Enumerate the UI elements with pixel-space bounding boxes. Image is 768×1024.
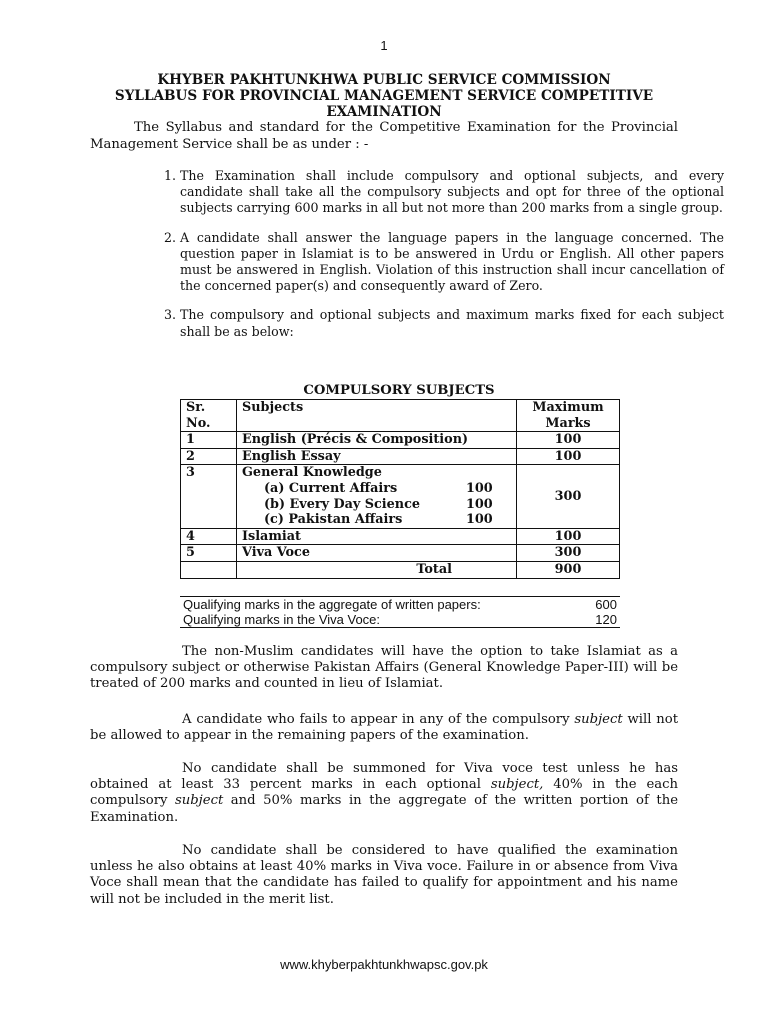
cell-subject: English (Précis & Composition) [237,432,517,449]
sub-subject-row [242,512,511,528]
paragraph-viva-eligibility [90,761,678,826]
table-row [181,545,620,562]
cell-marks: 100 [517,448,620,465]
qualifying-label: Qualifying marks in the Viva Voce: [183,612,381,627]
heading-line-3: EXAMINATION [326,104,442,120]
sub-subject-label: (b) Every Day Science [264,496,421,512]
table-row [181,465,620,528]
paragraph-text: 40% in the each compulsory [90,777,678,809]
intro-paragraph [90,120,678,153]
paragraph-text: The non-Muslim candidates will have the option to take Islamiat as a compulsory subject or otherwise Pakistan Affairs (General Knowledge Paper-III) will be treated of 200 marks and counted in lieu of Islamiat. [90,644,678,692]
paragraph-text: No candidate shall be summoned for Viva voce test unless he has obtained at least 33 percent marks in each optional [90,761,678,793]
cell-marks: 100 [517,432,620,449]
qualifying-label: Qualifying marks in the aggregate of written papers: [183,597,481,612]
qualifying-marks-box [180,596,620,628]
table-row [181,528,620,545]
qualifying-row [180,612,620,627]
paragraph-text: No candidate shall be considered to have qualified the examination unless he also obtains at least 40% marks in Viva voce. Failure in or absence from Viva Voce shall mean that the candidate has failed to qualify for appointment and his name will not be included in the merit list. [90,843,678,907]
paragraph-text: A candidate who fails to appear in any of the compulsory [182,712,575,727]
cell-sr: 2 [181,448,237,465]
cell-subject-group [237,465,517,528]
heading-line-2: SYLLABUS FOR PROVINCIAL MANAGEMENT SERVICE COMPETITIVE [114,88,654,104]
cell-sr: 3 [181,465,237,528]
cell-subject: General Knowledge [242,465,382,481]
total-marks: 900 [517,561,620,578]
list-item: 1. The Examination shall include compulsory and optional subjects, and every candidate shall take all the compulsory subjects and opt for three of the optional subjects carrying 600 marks in all but not more than 200 marks from a single group. [180,168,724,217]
sub-subject-label: (c) Pakistan Affairs [264,512,403,528]
heading-line-1: KHYBER PAKHTUNKHWA PUBLIC SERVICE COMMISSION [157,72,611,88]
header-sr-no: Sr. No. [181,400,237,432]
paragraph-text: will not be allowed to appear in the remaining papers of the examination. [90,712,678,744]
total-label: Total [237,561,517,578]
list-item: 2. A candidate shall answer the language papers in the language concerned. The question paper in Islamiat is to be answered in Urdu or English. All other papers must be answered in English. Violation of this instruction shall incur cancellation of the concerned paper(s) and consequently award of Zero. [180,230,724,295]
qualifying-value: 600 [595,597,617,612]
document-heading [90,72,678,120]
sub-subject-marks: 100 [466,496,493,512]
table-total-row [181,561,620,578]
qualifying-value: 120 [595,612,617,627]
intro-text: The Syllabus and standard for the Competitive Examination for the Provincial Management Service shall be as under : - [90,120,678,152]
emphasis-text: subject [574,712,623,727]
cell-marks: 300 [517,545,620,562]
list-item: 3. The compulsory and optional subjects and maximum marks fixed for each subject shall be as below: [180,307,724,339]
emphasis-text: subject [174,793,224,809]
cell-subject: Islamiat [237,528,517,545]
paragraph-text: and 50% marks in the aggregate of the written portion of the Examination. [90,793,678,825]
sub-subject-marks: 100 [466,480,493,496]
cell-sr: 5 [181,545,237,562]
qualifying-row [180,597,620,612]
cell-marks: 100 [517,528,620,545]
sub-subject-row [242,481,511,497]
cell-sr: 4 [181,528,237,545]
cell-subject: English Essay [237,448,517,465]
page-number: 1 [380,38,388,53]
header-subjects: Subjects [237,400,517,432]
cell-marks: 300 [517,465,620,528]
cell-sr: 1 [181,432,237,449]
table-header-row [181,400,620,432]
sub-subject-marks: 100 [466,512,493,528]
footer-url: www.khyberpakhtunkhwapsc.gov.pk [280,957,488,972]
paragraph-absence [90,712,678,744]
cell-empty [181,561,237,578]
emphasis-text: subject, [490,777,544,793]
table-caption: COMPULSORY SUBJECTS [303,383,495,398]
header-max-marks: Maximum Marks [517,400,620,432]
table-row [181,448,620,465]
sub-subject-row [242,497,511,513]
sub-subject-label: (a) Current Affairs [264,480,398,496]
numbered-list [134,168,724,353]
table-row [181,432,620,449]
paragraph-qualification [90,843,678,908]
cell-subject: Viva Voce [237,545,517,562]
compulsory-subjects-table [180,399,620,579]
paragraph-non-muslim [90,644,678,693]
